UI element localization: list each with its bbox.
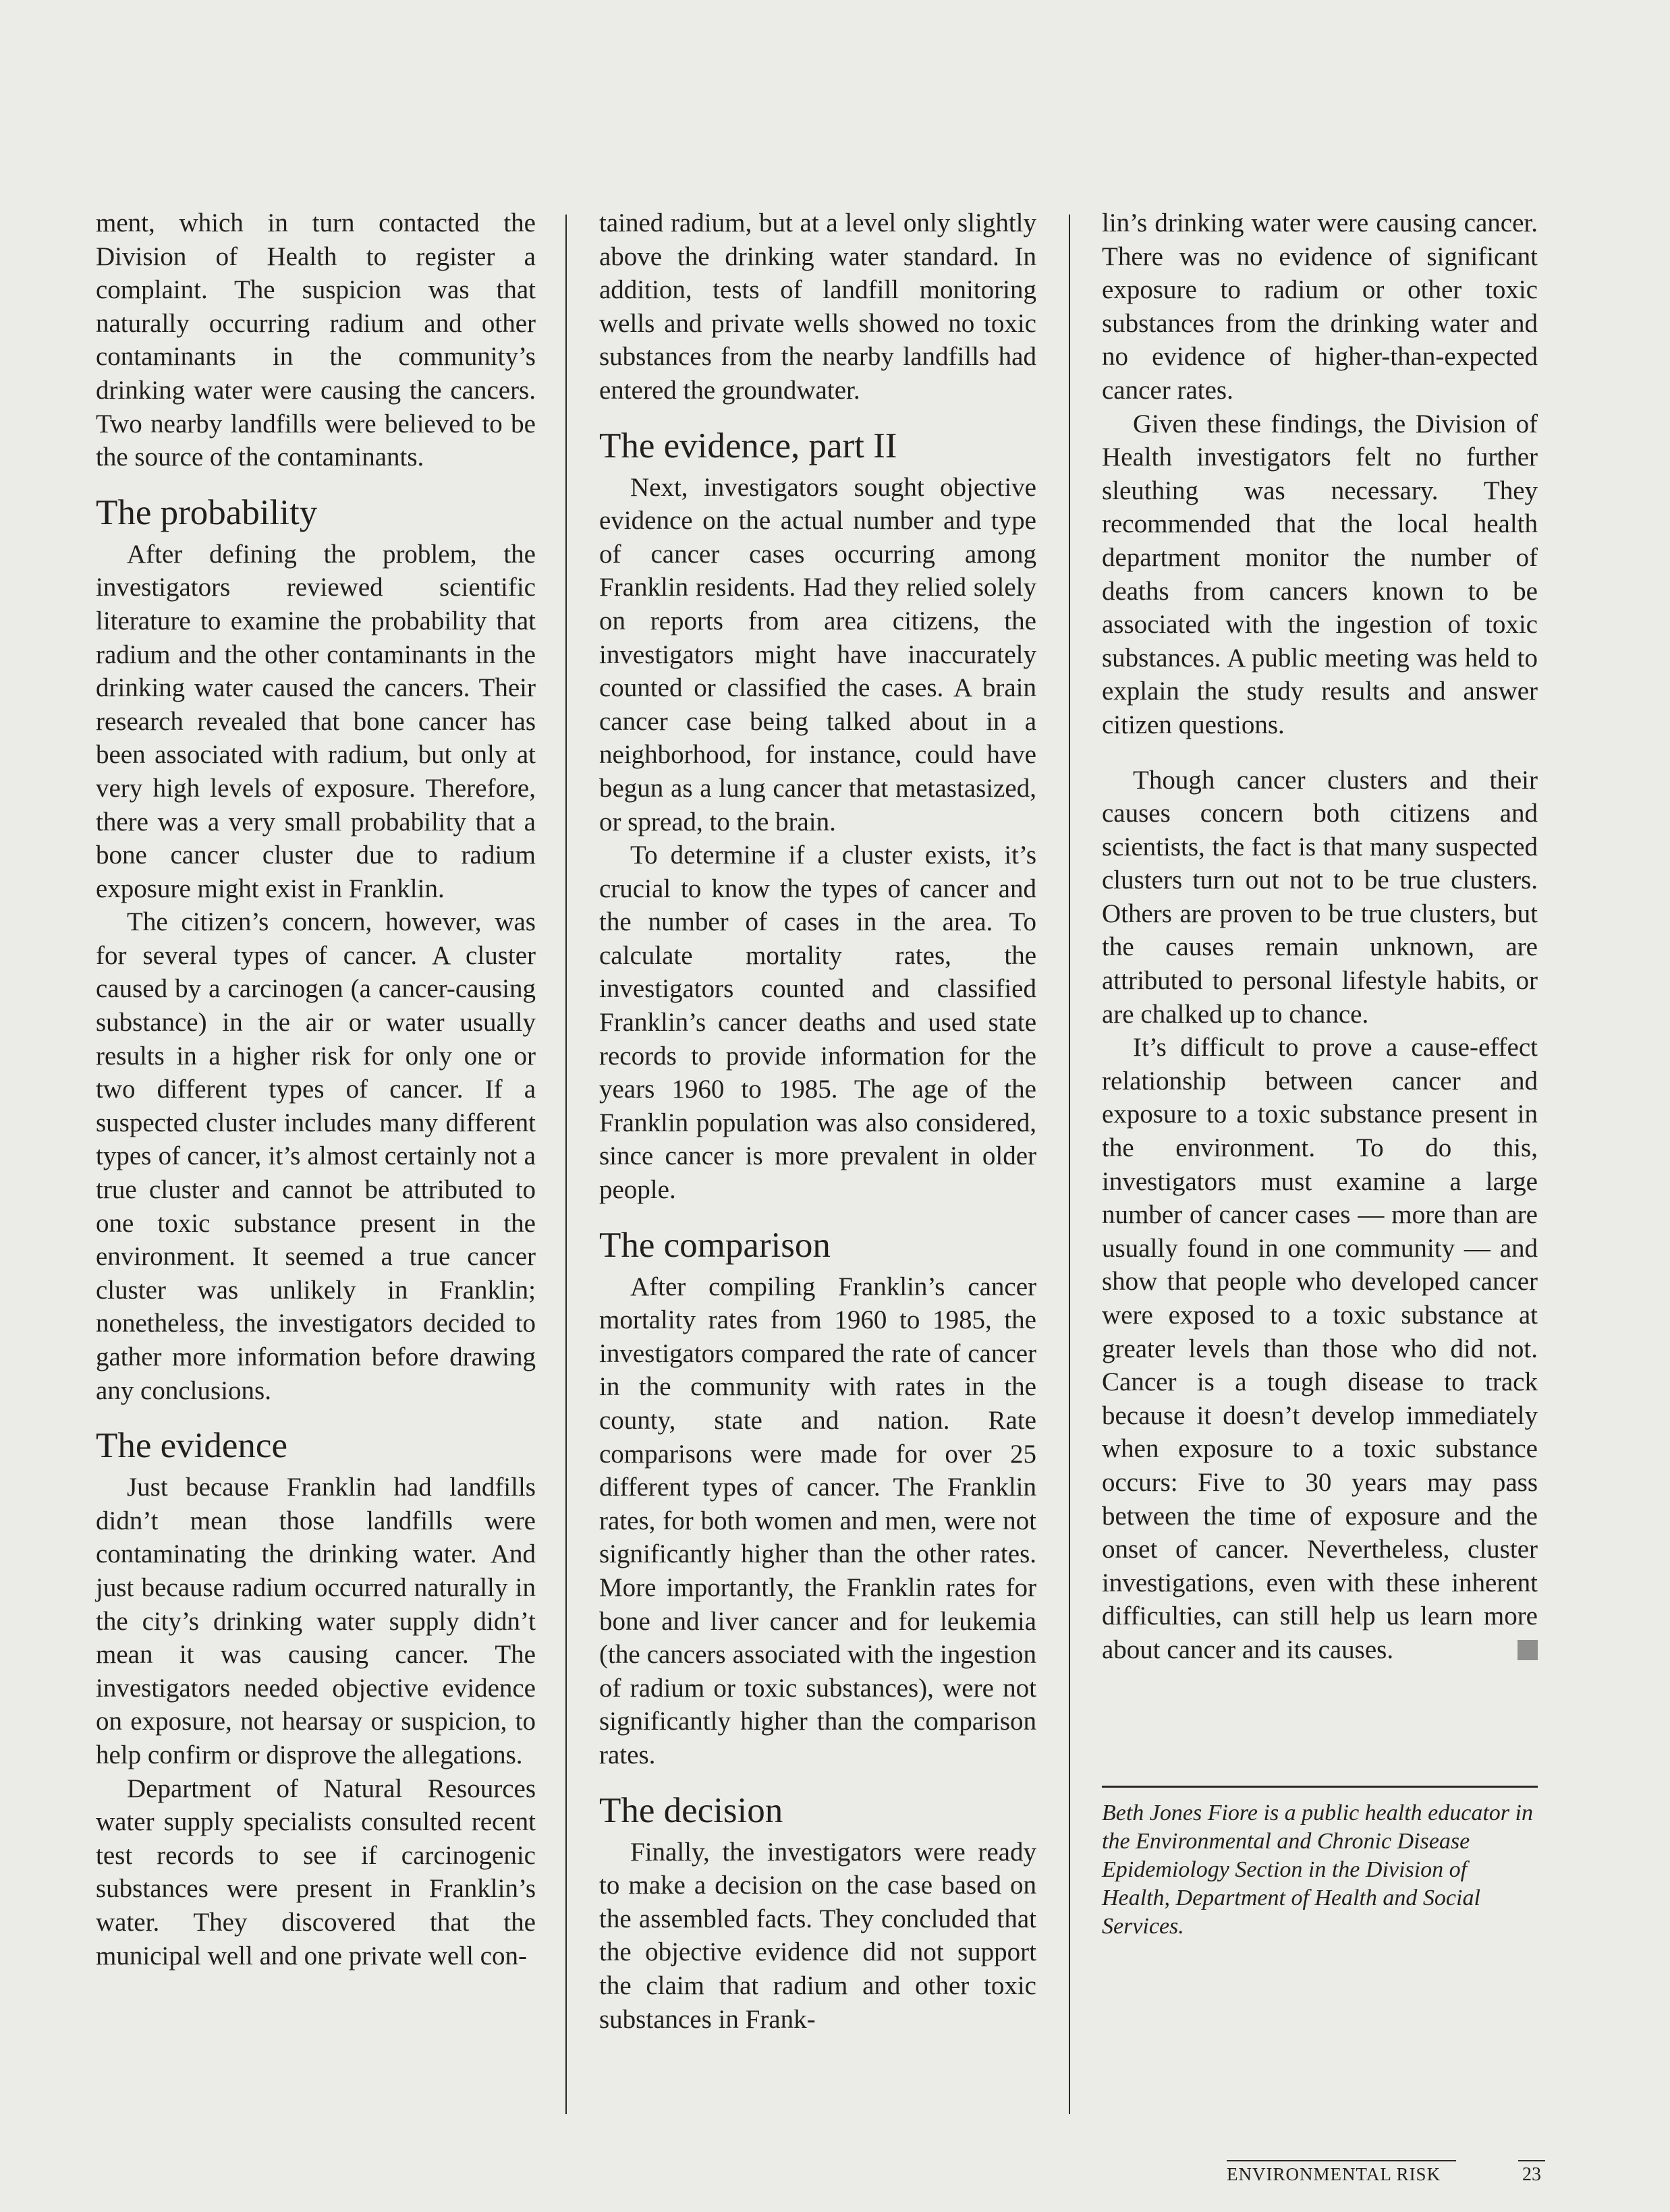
- paragraph: The citizen’s concern, however, was for several types of cancer. A cluster caused by a carcinogen (a cancer-causing substance) in the air or water usually results in a higher risk for only one or two different types of cancer. If a suspected cluster includes many different types of cancer, it’s almost certainly not a true cluster and cannot be attributed to one toxic substance present in the environment. It seemed a true cancer cluster was unlikely in Franklin; nonetheless, the investigators decided to gather more information before drawing any conclusions.: [96, 907, 536, 1405]
- paragraph: lin’s drinking water were causing cancer. There was no evidence of significant exposure to radium or other toxic substances from the drinking water and no evidence of higher-than-expected cancer rates.: [1102, 208, 1538, 405]
- heading-probability: The probability: [96, 492, 318, 532]
- paragraph: After defining the problem, the investigators reviewed scientific literature to examine the probability that radium and the other contaminants in the drinking water caused the cancers. Their research revealed that bone cancer has been associated with radium, but only at very high levels of exposure. Therefore, there was a very small probability that a bone cancer cluster due to radium exposure might exist in Franklin.: [96, 539, 536, 903]
- bio-divider: [1102, 1786, 1538, 1788]
- column-2: [599, 206, 1036, 2036]
- paragraph: Just because Franklin had landfills didn’t mean those landfills were contaminating the drinking water. And just because radium occurred naturally in the city’s drinking water supply didn’t mean it was causing cancer. The investigators needed objective evidence on exposure, not hearsay or suspicion, to help confirm or disprove the allegations.: [96, 1473, 536, 1769]
- end-mark-icon: [1518, 1640, 1538, 1660]
- author-bio: Beth Jones Fiore is a public health educator in the Environmental and Chronic Disease Epidemiology Section in the Division of Health, Department of Health and Social Services.: [1102, 1800, 1533, 1939]
- column-1: [96, 206, 536, 1973]
- heading-evidence-part-2: The evidence, part II: [599, 426, 897, 465]
- paragraph: [1102, 1031, 1538, 1666]
- column-divider: [1069, 215, 1070, 2114]
- footer-section-label: ENVIRONMENTAL RISK: [1227, 2160, 1456, 2185]
- heading-evidence: The evidence: [96, 1426, 287, 1466]
- paragraph: After compiling Franklin’s cancer mortality rates from 1960 to 1985, the investigators compared the rate of cancer in the community with rates in the county, state and nation. Rate comparisons were made for over 25 different types of cancer. The Franklin rates, for both women and men, were not significantly higher than the other rates. More importantly, the Franklin rates for bone and liver cancer and for leukemia (the cancers associated with the ingestion of radium or toxic substances), were not significantly higher than the comparison rates.: [599, 1272, 1036, 1769]
- paragraph: Department of Natural Resources water supply specialists consulted recent test records to see if carcinogenic substances were present in Franklin’s water. They discovered that the municipal well and one private well con-: [96, 1774, 536, 1970]
- paragraph-text: It’s difficult to prove a cause-effect relationship between cancer and exposure to a toxic substance present in the environment. To do this, investigators must examine a large number of cancer cases — more than are usually found in one community — and show that people who developed cancer were exposed to a toxic substance at greater levels than those who did not. Cancer is a tough disease to track because it doesn’t develop immediately when exposure to a toxic substance occurs: Five to 30 years may pass between the time of exposure and the onset of cancer. Nevertheless, cluster investigations, even with these inherent difficulties, can still help us learn more about cancer and its causes.: [1102, 1033, 1538, 1664]
- paragraph: To determine if a cluster exists, it’s crucial to know the types of cancer and the number of cases in the area. To calculate mortality rates, the investigators counted and classified Franklin’s cancer deaths and used state records to provide information for the years 1960 to 1985. The age of the Franklin population was also considered, since cancer is more prevalent in older people.: [599, 841, 1036, 1205]
- heading-decision: The decision: [599, 1790, 783, 1830]
- paragraph: Finally, the investigators were ready to make a decision on the case based on the assembled facts. They concluded that the objective evidence did not support the claim that radium and other toxic substances in Frank-: [599, 1837, 1036, 2034]
- paragraph: tained radium, but at a level only slightly above the drinking water standard. In addition, tests of landfill monitoring wells and private wells showed no toxic substances from the nearby landfills had entered the groundwater.: [599, 208, 1036, 405]
- column-3: [1102, 206, 1538, 1667]
- page-number: 23: [1518, 2160, 1545, 2186]
- paragraph: Next, investigators sought objective evidence on the actual number and type of cancer cases occurring among Franklin residents. Had they relied solely on reports from area citizens, the investigators might have inaccurately counted or classified the cases. A brain cancer case being talked about in a neighborhood, for instance, could have begun as a lung cancer that metastasized, or spread, to the brain.: [599, 472, 1036, 836]
- paragraph: Though cancer clusters and their causes concern both citizens and scientists, the fact is that many suspected clusters turn out not to be true clusters. Others are proven to be true clusters, but the causes remain unknown, are attributed to personal lifestyle habits, or are chalked up to chance.: [1102, 765, 1538, 1029]
- paragraph: Given these findings, the Division of Health investigators felt no further sleuthing was necessary. They recommended that the local health department monitor the number of deaths from cancers known to be associated with the ingestion of toxic substances. A public meeting was held to explain the study results and answer citizen questions.: [1102, 409, 1538, 739]
- heading-comparison: The comparison: [599, 1225, 831, 1265]
- paragraph: ment, which in turn contacted the Division of Health to register a complaint. The suspicion was that naturally occurring radium and other contaminants in the community’s drinking water were causing the cancers. Two nearby landfills were believed to be the source of the contaminants.: [96, 208, 536, 472]
- column-divider: [565, 215, 567, 2114]
